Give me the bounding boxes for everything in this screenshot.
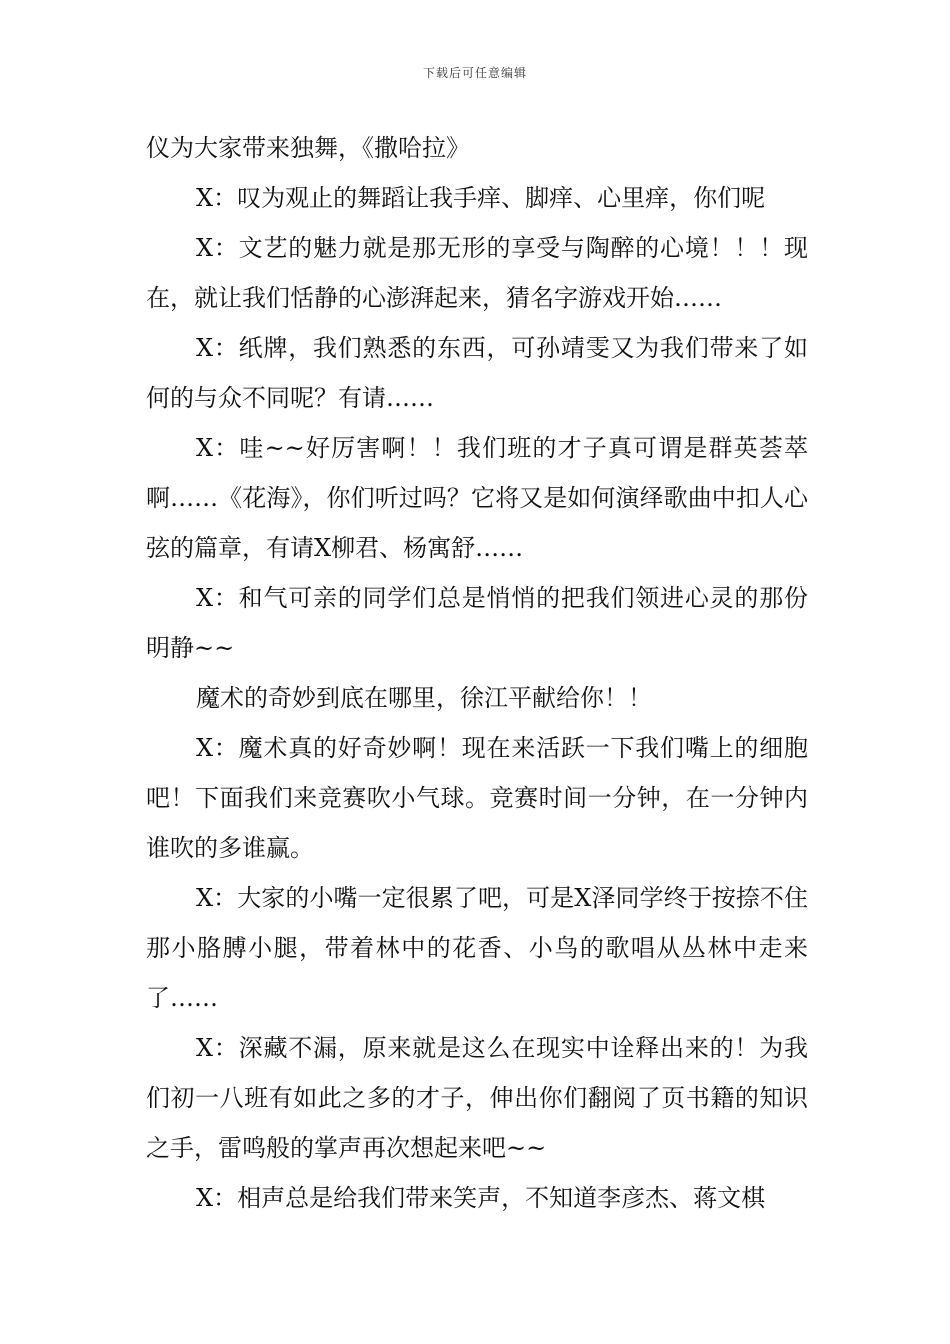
- paragraph: X：叹为观止的舞蹈让我手痒、脚痒、心里痒，你们呢: [196, 184, 766, 212]
- paragraph: X：魔术真的好奇妙啊！现在来活跃一下我们嘴上的细胞吧！下面我们来竞赛吹小气球。竞赛时间一分钟，在一分钟内谁吹的多谁赢。: [146, 734, 808, 862]
- body-text: [146, 123, 808, 1223]
- paragraph: X：和气可亲的同学们总是悄悄的把我们领进心灵的那份明静~~: [146, 584, 808, 662]
- paragraph: 仪为大家带来独舞，《撒哈拉》: [146, 134, 470, 162]
- page-header: 下载后可任意编辑: [422, 66, 527, 80]
- paragraph: X：相声总是给我们带来笑声，不知道李彦杰、蒋文棋: [196, 1184, 766, 1212]
- paragraph: X：哇~~好厉害啊！！我们班的才子真可谓是群英荟萃啊……《花海》，你们听过吗？它将又是如何演绎歌曲中扣人心弦的篇章，有请X柳君、杨寓舒……: [146, 434, 808, 562]
- paragraph: X：大家的小嘴一定很累了吧，可是X泽同学终于按捺不住那小胳膊小腿，带着林中的花香、小鸟的歌唱从丛林中走来了……: [146, 884, 808, 1012]
- paragraph: X：纸牌，我们熟悉的东西，可孙靖雯又为我们带来了如何的与众不同呢？有请……: [146, 334, 808, 412]
- paragraph: X：文艺的魅力就是那无形的享受与陶醉的心境！！！现在，就让我们恬静的心澎湃起来，猜名字游戏开始……: [146, 234, 808, 312]
- paragraph: 魔术的奇妙到底在哪里，徐江平献给你！！: [196, 684, 652, 712]
- paragraph: X：深藏不漏，原来就是这么在现实中诠释出来的！为我们初一八班有如此之多的才子，伸出你们翻阅了页书籍的知识之手，雷鸣般的掌声再次想起来吧~~: [146, 1034, 808, 1162]
